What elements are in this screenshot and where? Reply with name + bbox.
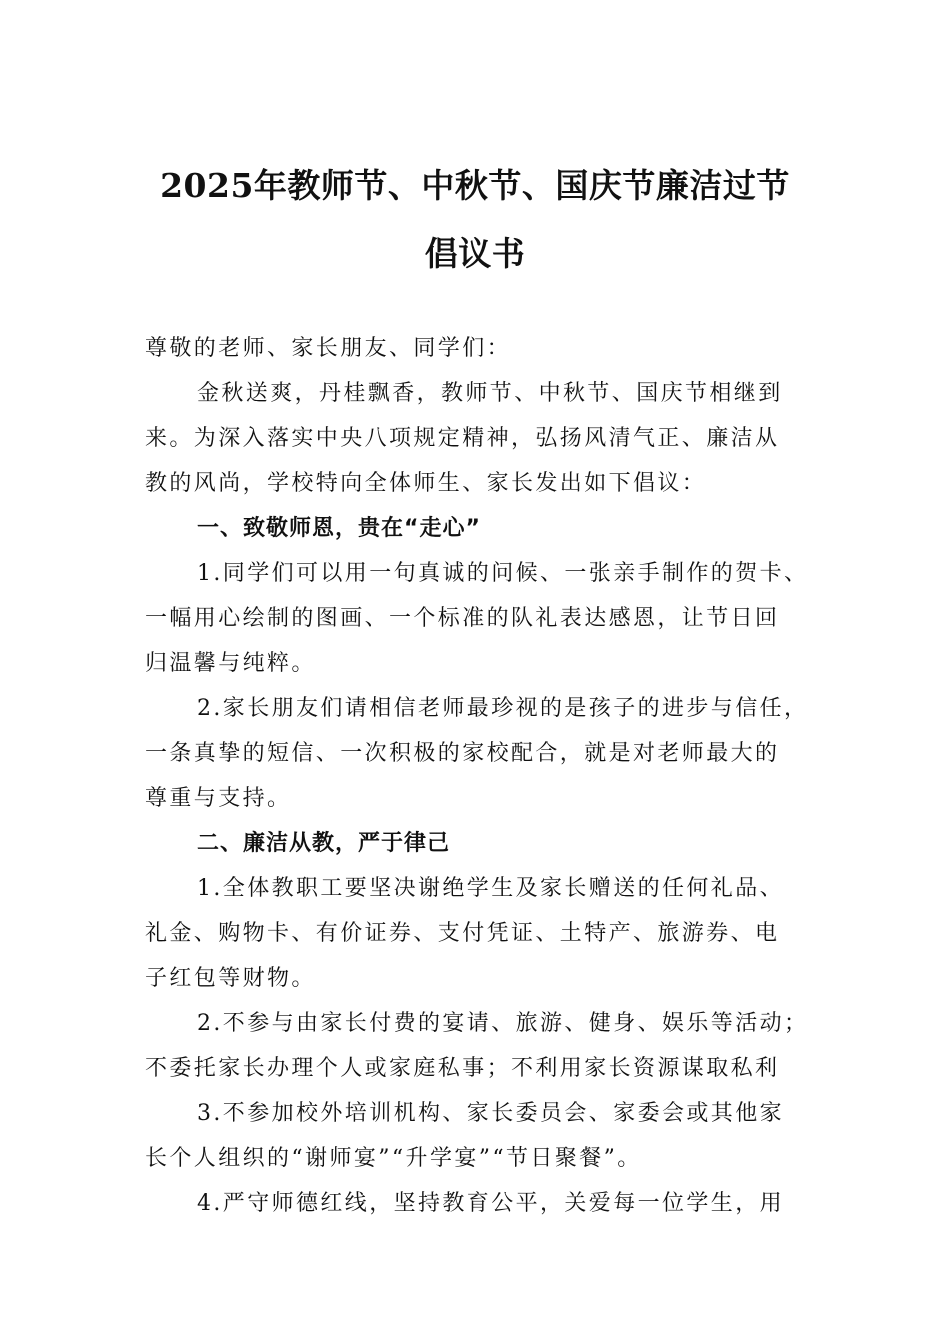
paragraph-line: 一条真挚的短信、一次积极的家校配合，就是对老师最大的 xyxy=(145,741,780,766)
paragraph-line: 长个人组织的“谢师宴”“升学宴”“节日聚餐”。 xyxy=(145,1146,642,1171)
paragraph-line: 2.家长朋友们请相信老师最珍视的是孩子的进步与信任， xyxy=(197,696,809,721)
section-heading-2: 二、廉洁从教，严于律己 xyxy=(197,831,451,856)
paragraph-line: 不委托家长办理个人或家庭私事；不利用家长资源谋取私利 xyxy=(145,1056,780,1081)
paragraph-line: 归温馨与纯粹。 xyxy=(145,651,316,676)
paragraph-line: 尊重与支持。 xyxy=(145,786,292,811)
salutation: 尊敬的老师、家长朋友、同学们： xyxy=(145,336,512,361)
paragraph-line: 3.不参加校外培训机构、家长委员会、家委会或其他家 xyxy=(197,1101,784,1126)
paragraph-line: 来。为深入落实中央八项规定精神，弘扬风清气正、廉洁从 xyxy=(145,426,780,451)
paragraph-line: 一幅用心绘制的图画、一个标准的队礼表达感恩，让节日回 xyxy=(145,606,780,631)
section-heading-1: 一、致敬师恩，贵在“走心” xyxy=(197,516,481,541)
document-title-line2: 倡议书 xyxy=(424,234,526,273)
paragraph-line: 1.全体教职工要坚决谢绝学生及家长赠送的任何礼品、 xyxy=(197,876,784,901)
paragraph-line: 2.不参与由家长付费的宴请、旅游、健身、娱乐等活动； xyxy=(197,1011,809,1036)
paragraph-line: 金秋送爽，丹桂飘香，教师节、中秋节、国庆节相继到 xyxy=(197,381,783,406)
paragraph-line: 子红包等财物。 xyxy=(145,966,316,991)
paragraph-line: 1.同学们可以用一句真诚的问候、一张亲手制作的贺卡、 xyxy=(197,561,809,586)
paragraph-line: 4.严守师德红线，坚持教育公平，关爱每一位学生，用 xyxy=(197,1191,784,1216)
paragraph-line: 礼金、购物卡、有价证券、支付凭证、土特产、旅游券、电 xyxy=(145,921,780,946)
document-title: 2025年教师节、中秋节、国庆节廉洁过节 xyxy=(160,166,790,205)
paragraph-line: 教的风尚，学校特向全体师生、家长发出如下倡议： xyxy=(145,471,707,496)
